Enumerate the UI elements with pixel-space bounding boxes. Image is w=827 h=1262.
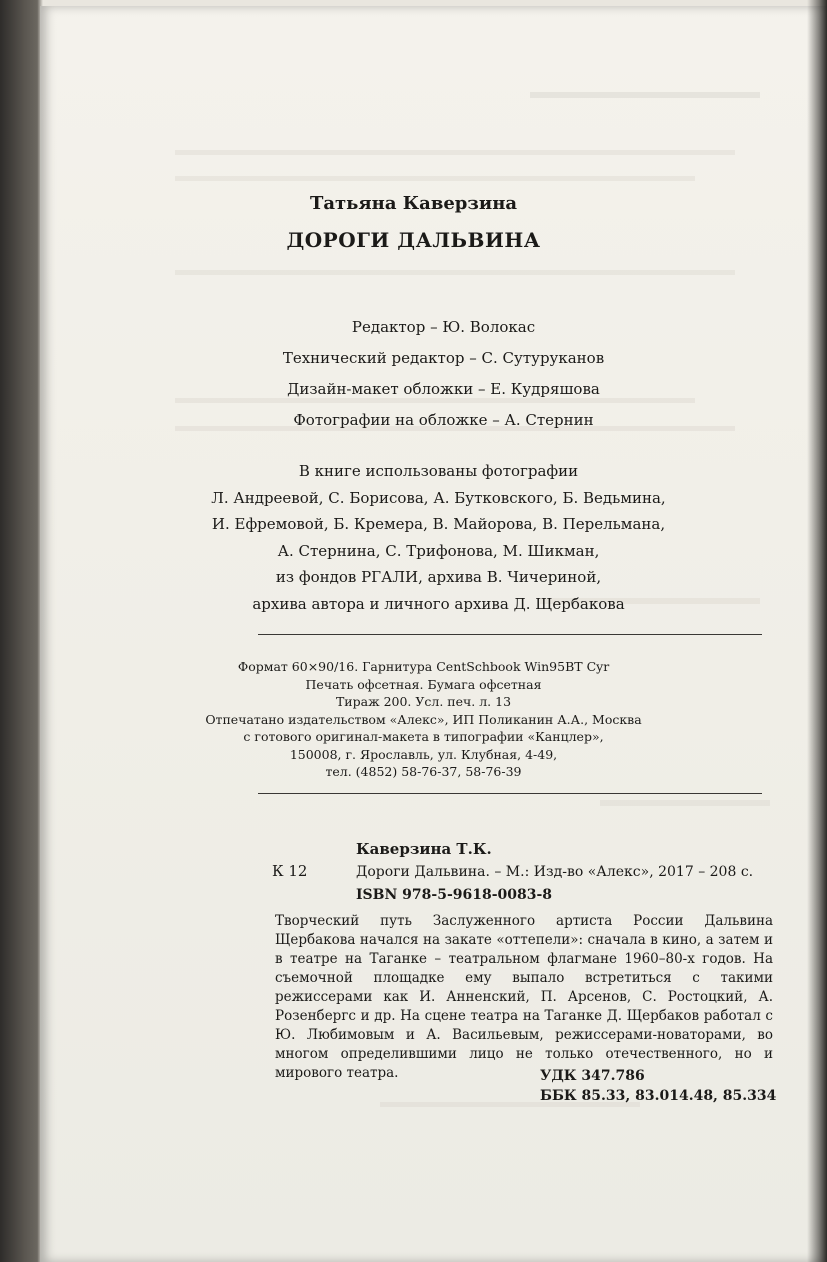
credit-cover-photos: Фотографии на обложке – А. Стернин [293, 411, 594, 429]
catalog-author: Каверзина Т.К. [356, 840, 492, 858]
udk-code: УДК 347.786 [540, 1068, 645, 1084]
catalog-isbn: ISBN 978-5-9618-0083-8 [356, 887, 553, 903]
photo-credits-line: В книге использованы фотографии [298, 462, 579, 480]
book-author: Татьяна Каверзина [309, 193, 518, 214]
photo-credits-line: архива автора и личного архива Д. Щербакова [252, 594, 625, 613]
abstract-text: Творческий путь Заслуженного артиста России Дальвина Щербакова начался на закате «оттепели»: сначала в кино, а затем и в театре на Таганке – театральном флагмане 1960–80-х годов. На съемочной площадке ему выпало встретиться с такими режиссерами как И. Анненский, П. Арсенов, С. Ростоцкий, А. Розенбергс и др. На сцене театра на Таганке Д. Щербаков работал с Ю. Любимовым и А. Васильевым, режиссерами-новаторами, во многом определившими лицо не только отечественного, но и мирового театра. [275, 913, 773, 1081]
photo-credits-line: из фондов РГАЛИ, архива В. Чичериной, [275, 568, 602, 586]
imprint-line: Формат 60×90/16. Гарнитура CentSchbook Win95BT Cyr [237, 659, 610, 674]
divider-bottom [258, 793, 762, 794]
book-title: ДОРОГИ ДАЛЬВИНА [286, 228, 541, 252]
imprint-line: 150008, г. Ярославль, ул. Клубная, 4-49, [289, 746, 558, 762]
credits-block [30, 312, 827, 436]
imprint-line: Тираж 200. Усл. печ. л. 13 [335, 694, 512, 709]
bbk-code: ББК 85.33, 83.014.48, 85.334 [540, 1088, 777, 1104]
credit-cover-design: Дизайн-макет обложки – Е. Кудряшова [287, 380, 600, 398]
page-edge-shadow [807, 0, 827, 1262]
photo-credits-block [25, 458, 827, 617]
divider-top [258, 634, 762, 635]
imprint-line: тел. (4852) 58-76-37, 58-76-39 [325, 764, 522, 779]
imprint-line: Отпечатано издательством «Алекс», ИП Поликанин А.А., Москва [205, 711, 642, 727]
imprint-line: с готового оригинал-макета в типографии «Канцлер», [243, 729, 604, 744]
catalog-entry [356, 838, 753, 907]
photo-credits-line: А. Стернина, С. Трифонова, М. Шикман, [277, 541, 600, 560]
credit-tech-editor: Технический редактор – С. Сутуруканов [282, 349, 605, 367]
photo-credits-line: Л. Андреевой, С. Борисова, А. Бутковского, Б. Ведьмина, [211, 488, 666, 507]
imprint-line: Печать офсетная. Бумага офсетная [305, 676, 542, 692]
imprint-block [10, 658, 827, 781]
credit-editor: Редактор – Ю. Волокас [351, 318, 536, 336]
photo-credits-line: И. Ефремовой, Б. Кремера, В. Майорова, В. Перельмана, [211, 515, 666, 533]
catalog-citation: Дороги Дальвина. – М.: Изд-во «Алекс», 2017 – 208 с. [356, 864, 754, 880]
book-abstract [275, 912, 773, 1083]
classification-codes [540, 1066, 776, 1106]
catalog-index: К 12 [272, 862, 308, 880]
